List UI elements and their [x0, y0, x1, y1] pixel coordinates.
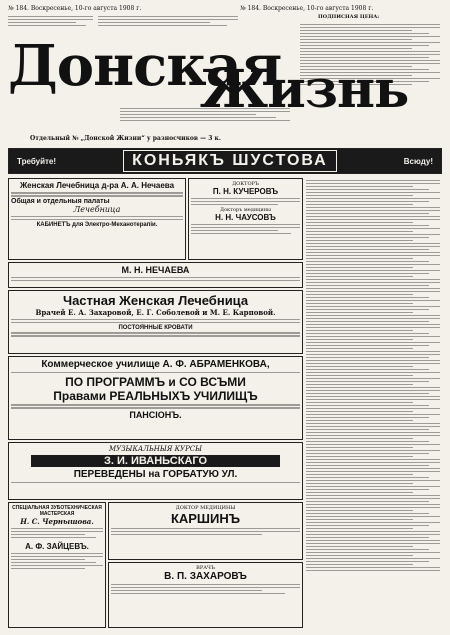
private-text — [11, 319, 300, 324]
pension-label: ПАНСІОНЪ. — [129, 410, 182, 420]
ad-nechaev-m — [8, 262, 303, 288]
ad-private-clinic — [8, 290, 303, 354]
private-sub: ПОСТОЯННЫЕ КРОВАТИ — [118, 324, 193, 331]
doctor1-name: А. Ф. ЗАЙЦЕВЪ. — [25, 542, 89, 551]
kucherov-label: ДОКТОРЪ — [232, 181, 259, 187]
clinic1-word: Лечебница — [73, 205, 121, 214]
workshop-text — [11, 528, 103, 539]
issue-line-right: № 184. Воскресенье, 10-го августа 1908 г. — [240, 5, 374, 12]
workshop-name: Н. С. Чернышова. — [20, 517, 94, 526]
karshin-name: КАРШИНЪ — [170, 511, 241, 526]
header-notice-left — [8, 14, 93, 28]
kucherov-text — [191, 198, 300, 206]
private-title: Частная Женская Лечебница — [62, 293, 249, 308]
ad-zakharov — [108, 562, 303, 628]
right-column-text-1 — [306, 178, 440, 573]
music-title: МУЗЫКАЛЬНЫЯ КУРСЫ — [108, 445, 203, 453]
school-title: Коммерческое училище А. Ф. АБРАМЕНКОВА, — [41, 359, 270, 370]
zakharov-text — [111, 584, 300, 595]
masthead-title-part1: Донская — [8, 33, 282, 99]
ad-kucherov — [188, 178, 303, 260]
vrach-label: ВРАЧЪ — [196, 565, 215, 571]
school-sub2: Правами РЕАЛЬНЫХЪ УЧИЛИЩЪ — [53, 388, 258, 403]
ad-school — [8, 356, 303, 440]
masthead-subtitle: Отдельный № „Донской Жизни“ у разносчиков — 3 к. — [30, 135, 221, 142]
clinic1-footer: КАБИНЕТЪ для Электро-Механотерапіи. — [36, 221, 158, 228]
nechaev-name: М. Н. НЕЧАЕВА — [121, 265, 190, 275]
chausov-label: Докторъ медицины — [219, 207, 272, 213]
workshop-title: СПЕЦІАЛЬНАЯ ЗУБОТЕХНИЧЕСКАЯ МАСТЕРСКАЯ — [12, 505, 102, 517]
chausov-name: Н. Н. ЧАУСОВЪ — [215, 213, 276, 222]
shustov-banner — [8, 148, 442, 174]
moved-text: ПЕРЕВЕДЕНЫ на ГОРБАТУЮ УЛ. — [73, 469, 238, 480]
banner-right-text: Всюду! — [403, 156, 433, 166]
ivanovsky-name: З. И. ИВАНЬСКАГО — [31, 455, 280, 467]
private-doctors: Врачей Е. А. Захаровой, Е. Г. Соболевой и М. Е. Карповой. — [35, 308, 276, 317]
issue-line-left: № 184. Воскресенье, 10-го августа 1908 г. — [8, 5, 142, 12]
subscription-title: ПОДПИСНАЯ ЦЕНА: — [318, 14, 380, 20]
kucherov-name: П. Н. КУЧЕРОВЪ — [212, 187, 279, 196]
private-text2 — [11, 332, 300, 337]
banner-main-text: КОНЬЯКЪ ШУСТОВА — [123, 150, 337, 172]
music-text — [11, 482, 300, 484]
clinic1-sub: Общая и отдельныя палаты — [11, 198, 110, 205]
zakharov-name: В. П. ЗАХАРОВЪ — [164, 571, 247, 582]
clinic1-text2 — [11, 216, 183, 221]
banner-left-text: Требуйте! — [17, 156, 57, 166]
clinic1-title: Женская Лечебница д-ра А. А. Нечаева — [19, 181, 175, 190]
school-sub: ПО ПРОГРАММЪ и СО ВСЪМИ — [65, 374, 246, 389]
clinic1-text — [11, 192, 183, 197]
ad-music — [8, 442, 303, 500]
school-text — [11, 372, 300, 374]
masthead-title-part2: Жизнь — [200, 59, 409, 120]
karshin-text — [111, 528, 300, 536]
ad-nechaev-clinic — [8, 178, 186, 260]
chausov-text — [191, 224, 300, 235]
karshin-label: ДОКТОР МЕДИЦИНЫ — [175, 505, 236, 511]
header-notice-center — [98, 14, 238, 28]
ad-karshin — [108, 502, 303, 560]
school-text2 — [11, 404, 300, 409]
ad-workshop — [8, 502, 106, 628]
nechaev-text — [11, 277, 300, 282]
doctor1-text — [11, 553, 103, 570]
ads-column-left — [8, 178, 186, 260]
masthead-small-print — [120, 106, 290, 123]
